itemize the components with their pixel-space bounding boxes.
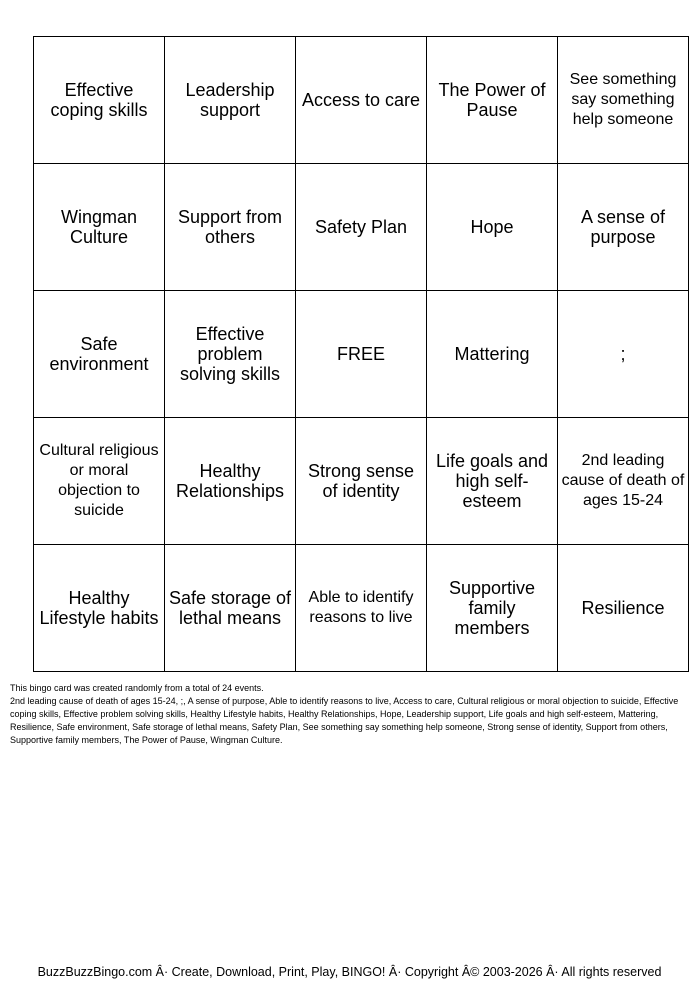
bingo-cell: Mattering bbox=[427, 291, 558, 418]
bingo-cell: Strong sense of identity bbox=[296, 418, 427, 545]
bingo-cell: Safe storage of lethal means bbox=[165, 545, 296, 672]
bingo-cell: See something say something help someone bbox=[558, 37, 689, 164]
event-list: 2nd leading cause of death of ages 15-24, ;, A sense of purpose, Able to identify reasons to live, Access to care, Cultural religious or moral objection to suicide, Effective coping skills, Effective problem solving skills, Healthy Lifestyle habits, Healthy Relationships, Hope, Leadership support, Life goals and high self-esteem, Mattering, Resilience, Safe environment, Safe storage of lethal means, Safety Plan, See something say something help someone, Strong sense of identity, Support from others, Supportive family members, The Power of Pause, Wingman Culture. bbox=[10, 696, 679, 745]
footer-copyright: BuzzBuzzBingo.com Â· Create, Download, Print, Play, BINGO! Â· Copyright Â© 2003-2026 Â· All rights reserved bbox=[37, 965, 662, 979]
bingo-cell: Cultural religious or moral objection to suicide bbox=[34, 418, 165, 545]
bingo-cell: The Power of Pause bbox=[427, 37, 558, 164]
bingo-row-5 bbox=[34, 545, 689, 672]
bingo-cell: A sense of purpose bbox=[558, 164, 689, 291]
bingo-row-2 bbox=[34, 164, 689, 291]
bingo-cell: Safety Plan bbox=[296, 164, 427, 291]
bingo-row-3 bbox=[34, 291, 689, 418]
bingo-cell: Able to identify reasons to live bbox=[296, 545, 427, 672]
bingo-cell: Access to care bbox=[296, 37, 427, 164]
bingo-free-cell: FREE bbox=[296, 291, 427, 418]
bingo-cell: Hope bbox=[427, 164, 558, 291]
bingo-cell: 2nd leading cause of death of ages 15-24 bbox=[558, 418, 689, 545]
bingo-cell: Healthy Lifestyle habits bbox=[34, 545, 165, 672]
bingo-cell: Leadership support bbox=[165, 37, 296, 164]
bingo-cell: Safe environment bbox=[34, 291, 165, 418]
bingo-card-grid bbox=[33, 36, 689, 672]
bingo-row-1 bbox=[34, 37, 689, 164]
bingo-cell: Support from others bbox=[165, 164, 296, 291]
bingo-row-4 bbox=[34, 418, 689, 545]
bingo-cell: Healthy Relationships bbox=[165, 418, 296, 545]
bingo-cell: Wingman Culture bbox=[34, 164, 165, 291]
card-summary: This bingo card was created randomly from a total of 24 events. bbox=[10, 683, 264, 693]
bingo-cell: Effective coping skills bbox=[34, 37, 165, 164]
card-info bbox=[10, 682, 690, 747]
bingo-cell: Effective problem solving skills bbox=[165, 291, 296, 418]
bingo-cell: Life goals and high self-esteem bbox=[427, 418, 558, 545]
bingo-cell: ; bbox=[558, 291, 689, 418]
bingo-cell: Supportive family members bbox=[427, 545, 558, 672]
bingo-cell: Resilience bbox=[558, 545, 689, 672]
